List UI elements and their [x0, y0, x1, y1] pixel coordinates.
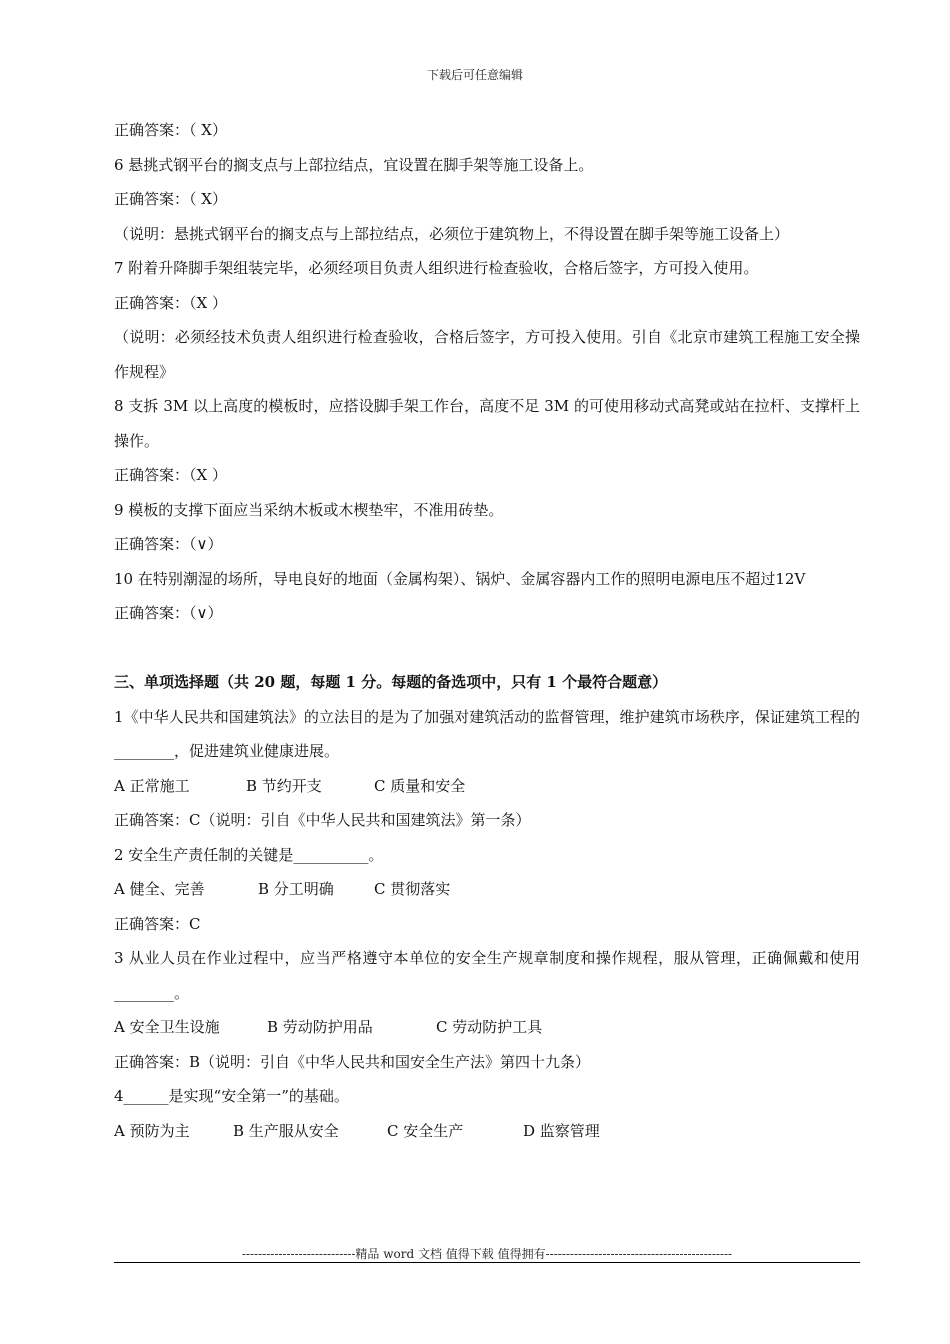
mc-options-3 — [114, 1010, 860, 1045]
option-b: B 节约开支 — [246, 776, 322, 795]
explanation-7: （说明：必须经技术负责人组织进行检查验收，合格后签字，方可投入使用。引自《北京市建筑工程施工安全操作规程》 — [114, 328, 860, 381]
mc-options-1 — [114, 769, 860, 804]
mc-question-1: 1《中华人民共和国建筑法》的立法目的是为了加强对建筑活动的监督管理，维护建筑市场秩序，保证建筑工程的________，促进建筑业健康进展。 — [114, 707, 860, 760]
question-7: 7 附着升降脚手架组装完毕，必须经项目负责人组织进行检查验收，合格后签字，方可投入使用。 — [114, 259, 759, 277]
option-a: A 健全、完善 — [114, 880, 205, 898]
option-c: C 质量和安全 — [374, 776, 466, 795]
answer-line: 正确答案：（X ） — [114, 466, 227, 484]
section-heading: 三、单项选择题（共 20 题，每题 1 分。每题的备选项中，只有 1 个最符合题意） — [114, 673, 668, 691]
answer-line: 正确答案：B（说明：引自《中华人民共和国安全生产法》第四十九条） — [114, 1052, 591, 1071]
option-d: D 监察管理 — [523, 1121, 600, 1140]
answer-line: 正确答案：（ X） — [114, 121, 227, 139]
mc-options-2 — [114, 872, 860, 907]
blank-line — [114, 631, 860, 666]
option-b: B 分工明确 — [258, 880, 334, 898]
question-6: 6 悬挑式钢平台的搁支点与上部拉结点，宜设置在脚手架等施工设备上。 — [114, 155, 594, 174]
option-b: B 劳动防护用品 — [267, 1018, 373, 1036]
answer-line: 正确答案：（∨） — [114, 604, 223, 622]
mc-options-4 — [114, 1114, 860, 1149]
page-footer: ----------------------------精品 word 文档 值得下载 值得拥有---------------------------------------------- — [241, 1247, 733, 1261]
option-c: C 贯彻落实 — [374, 880, 451, 898]
explanation-6: （说明：悬挑式钢平台的搁支点与上部拉结点，必须位于建筑物上，不得设置在脚手架等施工设备上） — [114, 224, 790, 243]
option-a: A 正常施工 — [114, 776, 190, 795]
option-c: C 劳动防护工具 — [436, 1018, 543, 1036]
answer-line: 正确答案：C（说明：引自《中华人民共和国建筑法》第一条） — [114, 811, 531, 829]
question-8: 8 支拆 3M 以上高度的模板时，应搭设脚手架工作台，高度不足 3M 的可使用移动式高凳或站在拉杆、支撑杆上操作。 — [114, 397, 860, 450]
option-a: A 预防为主 — [114, 1121, 190, 1140]
question-10: 10 在特别潮湿的场所，导电良好的地面（金属构架）、锅炉、金属容器内工作的照明电源电压不超过12V — [114, 569, 806, 588]
footer-divider — [114, 1262, 860, 1263]
option-a: A 安全卫生设施 — [114, 1018, 220, 1036]
answer-line: 正确答案：C — [114, 914, 201, 933]
answer-line: 正确答案：（X ） — [114, 293, 227, 312]
answer-line: 正确答案：（∨） — [114, 535, 223, 553]
option-c: C 安全生产 — [387, 1121, 464, 1140]
mc-question-3: 3 从业人员在作业过程中，应当严格遵守本单位的安全生产规章制度和操作规程，服从管理，正确佩戴和使用________。 — [114, 949, 860, 1002]
option-b: B 生产服从安全 — [233, 1121, 339, 1140]
answer-line: 正确答案：（ X） — [114, 190, 227, 208]
question-9: 9 模板的支撑下面应当采纳木板或木楔垫牢，不准用砖垫。 — [114, 500, 504, 519]
document-body — [114, 113, 860, 1148]
mc-question-4: 4______是实现“安全第一”的基础。 — [114, 1087, 349, 1105]
page-header: 下载后可任意编辑 — [426, 68, 523, 82]
mc-question-2: 2 安全生产责任制的关键是__________。 — [114, 845, 384, 864]
